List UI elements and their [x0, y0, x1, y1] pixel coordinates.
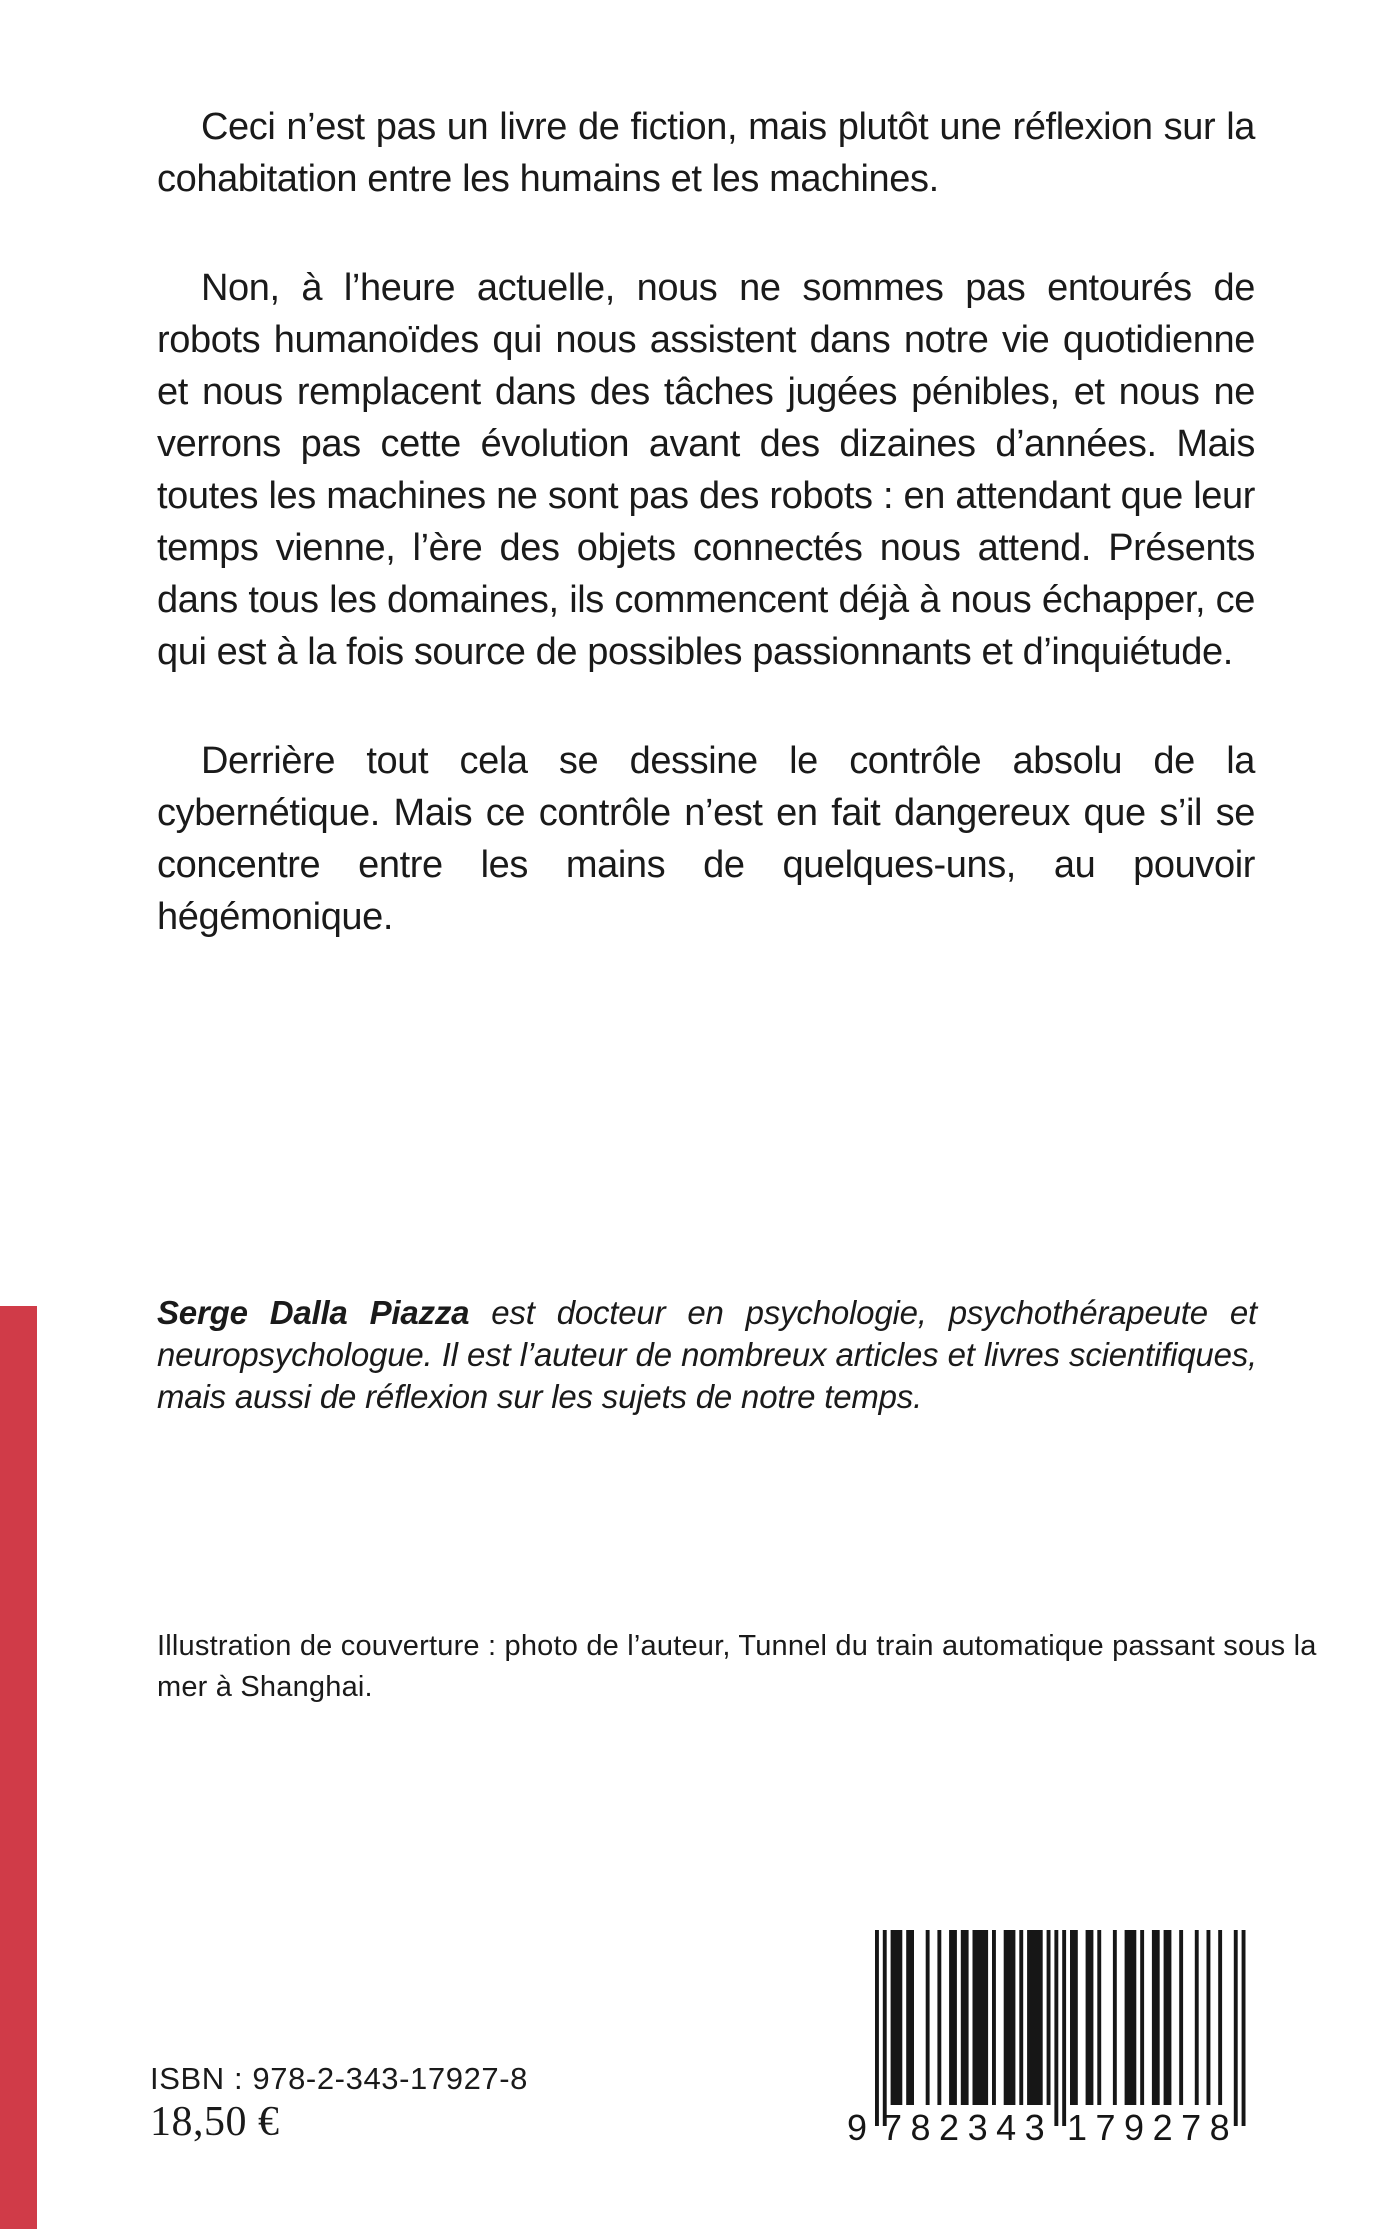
author-bio-text: est docteur en psychologie, psychothérapeute et neuropsychologue. Il est l’auteur de nombreux articles et livres scientifiques, mais aussi de réflexion sur les sujets de notre temps. — [157, 1294, 1257, 1415]
barcode-digits-left: 782343 — [882, 2107, 1054, 2148]
barcode-digits-right: 179278 — [1067, 2107, 1239, 2148]
author-name: Serge Dalla Piazza — [157, 1294, 470, 1331]
barcode-digit-first: 9 — [847, 2107, 868, 2148]
isbn-text: ISBN : 978-2-343-17927-8 — [150, 2061, 529, 2096]
cover-illustration-credit: Illustration de couverture : photo de l’auteur, Tunnel du train automatique passant sous la mer à Shanghai. — [157, 1630, 1317, 1703]
price-text: 18,50 € — [150, 2099, 280, 2145]
synopsis — [157, 101, 1255, 943]
synopsis-paragraph-2: Non, à l’heure actuelle, nous ne sommes pas entourés de robots humanoïdes qui nous assistent dans notre vie quotidienne et nous remplacent dans des tâches jugées pénibles, et nous ne verrons pas cette évolution avant des dizaines d’années. Mais toutes les machines ne sont pas des robots : en attendant que leur temps vienne, l’ère des objets connectés nous attend. Présents dans tous les domaines, ils commencent déjà à nous échapper, ce qui est à la fois source de possibles passionnants et d’inquiétude. — [157, 267, 1255, 673]
author-bio — [157, 1292, 1257, 1418]
barcode — [845, 1930, 1257, 2165]
red-accent-bar — [0, 1306, 37, 2229]
synopsis-paragraph-3: Derrière tout cela se dessine le contrôle absolu de la cybernétique. Mais ce contrôle n’est en fait dangereux que s’il se concentre entre les mains de quelques-uns, au pouvoir hégémonique. — [157, 740, 1255, 938]
synopsis-paragraph-1: Ceci n’est pas un livre de fiction, mais plutôt une réflexion sur la cohabitation entre les humains et les machines. — [157, 106, 1255, 200]
